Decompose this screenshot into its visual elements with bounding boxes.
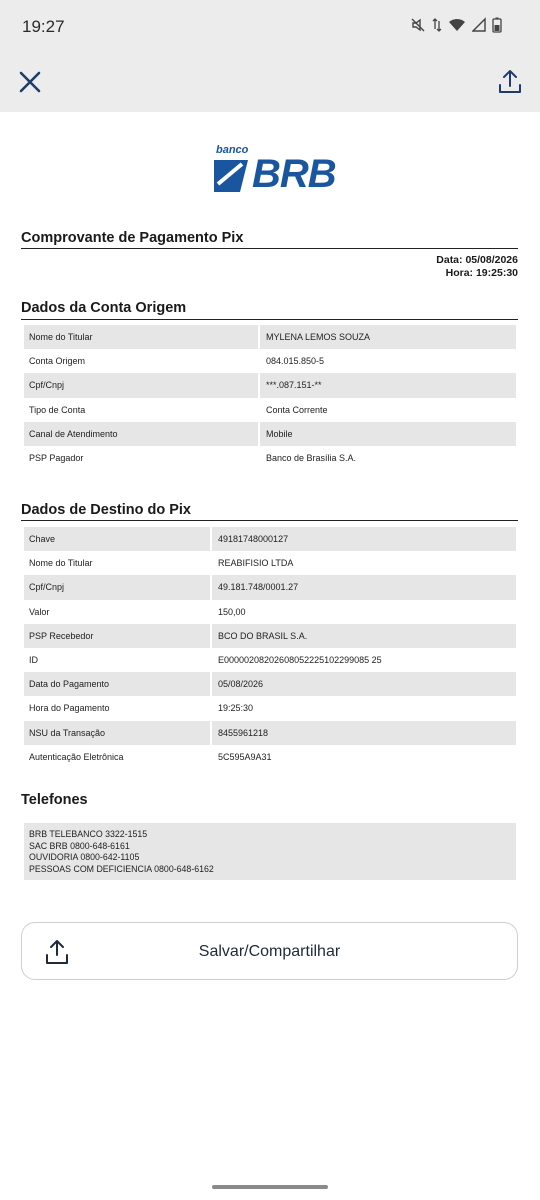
row-label: Canal de Atendimento — [29, 428, 118, 439]
table-row — [24, 721, 516, 745]
table-row — [24, 624, 516, 648]
app-bar — [0, 56, 540, 112]
data-arrows-icon — [432, 17, 442, 38]
row-value: 49181748000127 — [210, 527, 516, 551]
table-row — [24, 575, 516, 599]
phone-line: BRB TELEBANCO 3322-1515 — [29, 829, 148, 839]
phones-section-title: Telefones — [21, 792, 88, 808]
logo-mark-icon — [212, 158, 254, 194]
table-row — [24, 648, 516, 672]
row-value: 5C595A9A31 — [210, 745, 516, 769]
row-value: 05/08/2026 — [210, 672, 516, 696]
logo-brb-text: BRB — [252, 152, 336, 196]
row-value: 084.015.850-5 — [258, 349, 516, 373]
save-share-label: Salvar/Compartilhar — [198, 943, 341, 960]
divider — [21, 248, 518, 249]
table-row — [24, 398, 516, 422]
row-label: ID — [29, 655, 38, 666]
row-label: Chave — [29, 534, 56, 545]
row-value: Conta Corrente — [258, 398, 516, 422]
row-value: 150,00 — [210, 600, 516, 624]
row-label: Autenticação Eletrônica — [29, 751, 124, 762]
status-bar — [0, 0, 540, 56]
table-row — [24, 349, 516, 373]
row-value: Banco de Brasília S.A. — [258, 446, 516, 470]
close-icon — [14, 66, 46, 98]
table-row — [24, 446, 516, 470]
status-time: 19:27 — [22, 17, 65, 36]
row-value: 8455961218 — [210, 721, 516, 745]
share-top-button[interactable] — [494, 66, 526, 98]
row-value: ***.087.151-** — [258, 373, 516, 397]
divider — [21, 319, 518, 320]
row-label: Tipo de Conta — [29, 404, 86, 415]
destination-section-title: Dados de Destino do Pix — [21, 502, 191, 518]
origin-section-title: Dados da Conta Origem — [21, 300, 187, 316]
origin-table — [24, 325, 516, 470]
row-value: REABIFISIO LTDA — [210, 551, 516, 575]
row-value: 49.181.748/0001.27 — [210, 575, 516, 599]
row-value: 19:25:30 — [210, 696, 516, 720]
close-button[interactable] — [14, 66, 46, 98]
row-label: Cpf/Cnpj — [29, 380, 65, 391]
row-value: MYLENA LEMOS SOUZA — [258, 325, 516, 349]
table-row — [24, 672, 516, 696]
brb-logo — [212, 144, 336, 196]
logo-banco-text: banco — [216, 144, 249, 156]
row-value: Mobile — [258, 422, 516, 446]
row-value: E00000208202608052225102299085 25 — [210, 648, 516, 672]
row-label: Valor — [29, 606, 50, 617]
mute-icon — [410, 17, 426, 38]
row-label: Nome do Titular — [29, 558, 93, 569]
table-row — [24, 373, 516, 397]
table-row — [24, 745, 516, 769]
phones-box — [24, 823, 516, 880]
table-row — [24, 527, 516, 551]
wifi-icon — [448, 17, 466, 38]
row-label: Cpf/Cnpj — [29, 582, 65, 593]
row-value: BCO DO BRASIL S.A. — [210, 624, 516, 648]
phone-line: OUVIDORIA 0800-642-1105 — [29, 852, 140, 863]
share-upload-icon — [494, 66, 526, 98]
row-label: NSU da Transação — [29, 727, 106, 738]
status-icons — [410, 17, 502, 38]
receipt-datetime — [436, 254, 518, 280]
receipt-title: Comprovante de Pagamento Pix — [21, 230, 244, 246]
home-indicator[interactable] — [212, 1185, 328, 1189]
row-label: PSP Pagador — [29, 453, 84, 464]
table-row — [24, 325, 516, 349]
row-label: Data do Pagamento — [29, 679, 110, 690]
battery-icon — [492, 17, 502, 38]
row-label: Conta Origem — [29, 356, 86, 367]
divider — [21, 520, 518, 521]
phone-line: PESSOAS COM DEFICIENCIA 0800-648-6162 — [29, 863, 214, 874]
phone-line: SAC BRB 0800-648-6161 — [29, 840, 130, 851]
signal-icon — [472, 17, 486, 38]
table-row — [24, 600, 516, 624]
row-label: Hora do Pagamento — [29, 703, 110, 714]
row-label: Nome do Titular — [29, 332, 93, 343]
row-label: PSP Recebedor — [29, 630, 94, 641]
receipt-time: Hora: 19:25:30 — [445, 267, 518, 279]
table-row — [24, 551, 516, 575]
destination-table — [24, 527, 516, 769]
save-share-button[interactable] — [21, 922, 518, 980]
table-row — [24, 696, 516, 720]
receipt-date: Data: 05/08/2026 — [436, 254, 518, 266]
table-row — [24, 422, 516, 446]
